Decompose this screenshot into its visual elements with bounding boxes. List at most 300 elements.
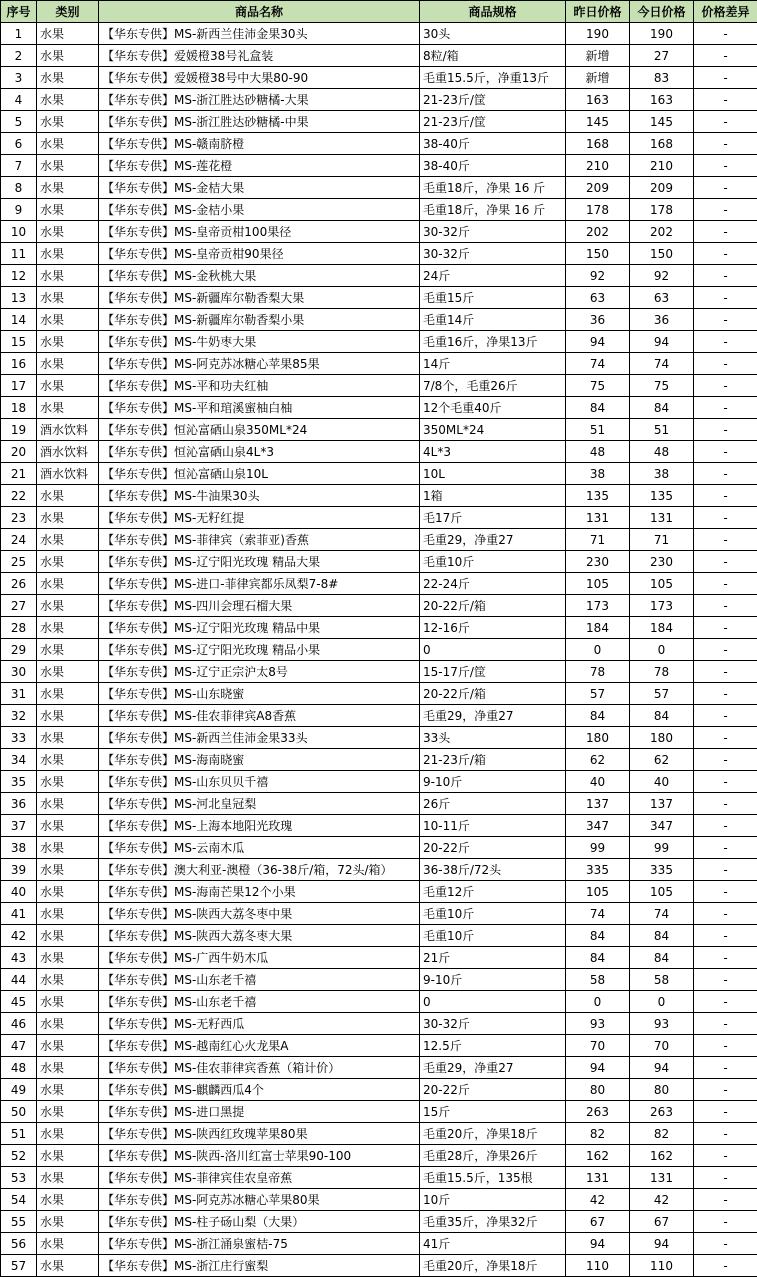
cell-spec: 10斤	[420, 1189, 566, 1211]
cell-yesterday-price: 74	[566, 903, 630, 925]
cell-index: 30	[1, 661, 37, 683]
table-row	[1, 551, 757, 573]
table-row	[1, 595, 757, 617]
cell-price-diff: -	[694, 243, 757, 265]
cell-index: 47	[1, 1035, 37, 1057]
cell-category: 水果	[37, 1233, 99, 1255]
cell-today-price: 105	[630, 573, 694, 595]
cell-price-diff: -	[694, 133, 757, 155]
cell-price-diff: -	[694, 573, 757, 595]
cell-index: 16	[1, 353, 37, 375]
cell-product-name: 【华东专供】MS-辽宁阳光玫瑰 精品小果	[99, 639, 420, 661]
cell-yesterday-price: 210	[566, 155, 630, 177]
cell-product-name: 【华东专供】MS-浙江胜达砂糖橘-大果	[99, 89, 420, 111]
cell-today-price: 38	[630, 463, 694, 485]
cell-today-price: 162	[630, 1145, 694, 1167]
cell-index: 8	[1, 177, 37, 199]
cell-product-name: 【华东专供】MS-辽宁阳光玫瑰 精品大果	[99, 551, 420, 573]
cell-category: 水果	[37, 287, 99, 309]
cell-index: 51	[1, 1123, 37, 1145]
table-row	[1, 859, 757, 881]
cell-price-diff: -	[694, 397, 757, 419]
cell-yesterday-price: 94	[566, 331, 630, 353]
cell-today-price: 210	[630, 155, 694, 177]
cell-spec: 21斤	[420, 947, 566, 969]
cell-yesterday-price: 78	[566, 661, 630, 683]
cell-yesterday-price: 178	[566, 199, 630, 221]
cell-product-name: 【华东专供】MS-辽宁阳光玫瑰 精品中果	[99, 617, 420, 639]
cell-category: 水果	[37, 661, 99, 683]
cell-price-diff: -	[694, 991, 757, 1013]
cell-price-diff: -	[694, 1101, 757, 1123]
cell-category: 水果	[37, 375, 99, 397]
table-row	[1, 265, 757, 287]
cell-product-name: 【华东专供】MS-山东晓蜜	[99, 683, 420, 705]
cell-yesterday-price: 新增	[566, 67, 630, 89]
cell-today-price: 74	[630, 353, 694, 375]
cell-price-diff: -	[694, 507, 757, 529]
cell-category: 水果	[37, 573, 99, 595]
cell-index: 21	[1, 463, 37, 485]
cell-today-price: 263	[630, 1101, 694, 1123]
table-row	[1, 221, 757, 243]
cell-today-price: 131	[630, 1167, 694, 1189]
cell-spec: 15-17斤/筐	[420, 661, 566, 683]
cell-spec: 毛重15.5斤，135根	[420, 1167, 566, 1189]
cell-price-diff: -	[694, 705, 757, 727]
cell-spec: 33头	[420, 727, 566, 749]
cell-category: 水果	[37, 1145, 99, 1167]
cell-product-name: 【华东专供】MS-牛油果30头	[99, 485, 420, 507]
cell-spec: 毛重20斤，净果18斤	[420, 1255, 566, 1277]
cell-spec: 毛重10斤	[420, 903, 566, 925]
cell-spec: 毛重28斤，净果26斤	[420, 1145, 566, 1167]
cell-today-price: 230	[630, 551, 694, 573]
cell-yesterday-price: 110	[566, 1255, 630, 1277]
cell-today-price: 84	[630, 947, 694, 969]
cell-category: 水果	[37, 1013, 99, 1035]
cell-yesterday-price: 84	[566, 947, 630, 969]
table-row	[1, 353, 757, 375]
cell-price-diff: -	[694, 353, 757, 375]
cell-spec: 21-23斤/箱	[420, 749, 566, 771]
cell-price-diff: -	[694, 419, 757, 441]
table-row	[1, 683, 757, 705]
cell-price-diff: -	[694, 265, 757, 287]
cell-spec: 毛重29，净重27	[420, 529, 566, 551]
cell-price-diff: -	[694, 1233, 757, 1255]
cell-yesterday-price: 168	[566, 133, 630, 155]
cell-price-diff: -	[694, 1145, 757, 1167]
table-row	[1, 67, 757, 89]
cell-yesterday-price: 57	[566, 683, 630, 705]
cell-spec: 24斤	[420, 265, 566, 287]
cell-price-diff: -	[694, 1255, 757, 1277]
cell-today-price: 78	[630, 661, 694, 683]
cell-product-name: 【华东专供】MS-四川会理石榴大果	[99, 595, 420, 617]
table-row	[1, 441, 757, 463]
cell-spec: 30-32斤	[420, 221, 566, 243]
cell-today-price: 67	[630, 1211, 694, 1233]
cell-category: 水果	[37, 947, 99, 969]
table-row	[1, 815, 757, 837]
cell-spec: 20-22斤/箱	[420, 683, 566, 705]
cell-index: 29	[1, 639, 37, 661]
cell-category: 水果	[37, 353, 99, 375]
cell-spec: 12个毛重40斤	[420, 397, 566, 419]
cell-today-price: 0	[630, 639, 694, 661]
cell-spec: 毛重18斤，净果 16 斤	[420, 199, 566, 221]
cell-today-price: 178	[630, 199, 694, 221]
cell-product-name: 【华东专供】MS-浙江涌泉蜜桔-75	[99, 1233, 420, 1255]
cell-today-price: 137	[630, 793, 694, 815]
cell-category: 水果	[37, 199, 99, 221]
table-row	[1, 837, 757, 859]
table-row	[1, 749, 757, 771]
cell-index: 4	[1, 89, 37, 111]
cell-price-diff: -	[694, 463, 757, 485]
cell-index: 33	[1, 727, 37, 749]
cell-yesterday-price: 209	[566, 177, 630, 199]
cell-spec: 30头	[420, 23, 566, 45]
cell-today-price: 70	[630, 1035, 694, 1057]
cell-yesterday-price: 84	[566, 397, 630, 419]
cell-category: 水果	[37, 771, 99, 793]
table-row	[1, 1233, 757, 1255]
cell-category: 水果	[37, 991, 99, 1013]
cell-today-price: 51	[630, 419, 694, 441]
cell-product-name: 【华东专供】MS-皇帝贡柑90果径	[99, 243, 420, 265]
cell-price-diff: -	[694, 441, 757, 463]
cell-today-price: 93	[630, 1013, 694, 1035]
cell-category: 水果	[37, 815, 99, 837]
cell-product-name: 【华东专供】MS-陕西红玫瑰苹果80果	[99, 1123, 420, 1145]
cell-category: 水果	[37, 617, 99, 639]
cell-product-name: 【华东专供】MS-越南红心火龙果A	[99, 1035, 420, 1057]
cell-price-diff: -	[694, 1013, 757, 1035]
cell-yesterday-price: 51	[566, 419, 630, 441]
cell-spec: 14斤	[420, 353, 566, 375]
cell-price-diff: -	[694, 793, 757, 815]
cell-product-name: 【华东专供】MS-柱子砀山梨（大果）	[99, 1211, 420, 1233]
cell-category: 水果	[37, 1079, 99, 1101]
cell-index: 11	[1, 243, 37, 265]
cell-spec: 21-23斤/筐	[420, 89, 566, 111]
cell-category: 酒水饮料	[37, 463, 99, 485]
cell-index: 34	[1, 749, 37, 771]
cell-index: 18	[1, 397, 37, 419]
cell-product-name: 【华东专供】恒沁富硒山泉10L	[99, 463, 420, 485]
cell-category: 水果	[37, 111, 99, 133]
cell-category: 水果	[37, 1057, 99, 1079]
cell-spec: 10L	[420, 463, 566, 485]
cell-product-name: 【华东专供】MS-赣南脐橙	[99, 133, 420, 155]
cell-today-price: 94	[630, 1057, 694, 1079]
cell-category: 水果	[37, 969, 99, 991]
col-header-price-diff: 价格差异	[694, 1, 757, 23]
table-row	[1, 419, 757, 441]
table-row	[1, 991, 757, 1013]
cell-price-diff: -	[694, 67, 757, 89]
cell-yesterday-price: 70	[566, 1035, 630, 1057]
table-row	[1, 45, 757, 67]
cell-price-diff: -	[694, 969, 757, 991]
cell-yesterday-price: 145	[566, 111, 630, 133]
cell-category: 水果	[37, 595, 99, 617]
table-row	[1, 1145, 757, 1167]
cell-index: 38	[1, 837, 37, 859]
table-body	[1, 23, 757, 1277]
table-row	[1, 1255, 757, 1277]
cell-price-diff: -	[694, 331, 757, 353]
cell-yesterday-price: 150	[566, 243, 630, 265]
cell-category: 水果	[37, 837, 99, 859]
cell-index: 17	[1, 375, 37, 397]
cell-today-price: 202	[630, 221, 694, 243]
cell-today-price: 83	[630, 67, 694, 89]
table-row	[1, 177, 757, 199]
cell-category: 水果	[37, 133, 99, 155]
cell-today-price: 71	[630, 529, 694, 551]
table-row	[1, 507, 757, 529]
cell-category: 水果	[37, 925, 99, 947]
cell-category: 水果	[37, 45, 99, 67]
cell-product-name: 【华东专供】MS-无籽西瓜	[99, 1013, 420, 1035]
cell-category: 水果	[37, 177, 99, 199]
cell-product-name: 【华东专供】MS-麒麟西瓜4个	[99, 1079, 420, 1101]
cell-price-diff: -	[694, 45, 757, 67]
cell-index: 52	[1, 1145, 37, 1167]
cell-price-diff: -	[694, 23, 757, 45]
cell-index: 24	[1, 529, 37, 551]
table-row	[1, 1167, 757, 1189]
cell-today-price: 62	[630, 749, 694, 771]
cell-today-price: 184	[630, 617, 694, 639]
cell-product-name: 【华东专供】MS-新西兰佳沛金果30头	[99, 23, 420, 45]
cell-spec: 7/8个，毛重26斤	[420, 375, 566, 397]
cell-category: 水果	[37, 1211, 99, 1233]
cell-index: 42	[1, 925, 37, 947]
cell-today-price: 163	[630, 89, 694, 111]
cell-spec: 4L*3	[420, 441, 566, 463]
cell-spec: 350ML*24	[420, 419, 566, 441]
cell-index: 1	[1, 23, 37, 45]
cell-product-name: 【华东专供】MS-浙江胜达砂糖橘-中果	[99, 111, 420, 133]
cell-yesterday-price: 137	[566, 793, 630, 815]
cell-category: 水果	[37, 331, 99, 353]
cell-product-name: 【华东专供】MS-金秋桃大果	[99, 265, 420, 287]
cell-index: 19	[1, 419, 37, 441]
cell-spec: 毛重18斤，净果 16 斤	[420, 177, 566, 199]
table-row	[1, 243, 757, 265]
table-row	[1, 617, 757, 639]
cell-price-diff: -	[694, 1189, 757, 1211]
cell-spec: 22-24斤	[420, 573, 566, 595]
cell-today-price: 105	[630, 881, 694, 903]
table-row	[1, 1057, 757, 1079]
table-row	[1, 793, 757, 815]
cell-today-price: 145	[630, 111, 694, 133]
cell-index: 15	[1, 331, 37, 353]
cell-product-name: 【华东专供】MS-广西牛奶木瓜	[99, 947, 420, 969]
table-row	[1, 309, 757, 331]
cell-yesterday-price: 94	[566, 1057, 630, 1079]
cell-product-name: 【华东专供】MS-新疆库尔勒香梨小果	[99, 309, 420, 331]
cell-category: 水果	[37, 1255, 99, 1277]
cell-yesterday-price: 新增	[566, 45, 630, 67]
cell-yesterday-price: 131	[566, 1167, 630, 1189]
col-header-index: 序号	[1, 1, 37, 23]
cell-today-price: 58	[630, 969, 694, 991]
cell-index: 27	[1, 595, 37, 617]
table-row	[1, 881, 757, 903]
cell-price-diff: -	[694, 1123, 757, 1145]
table-row	[1, 89, 757, 111]
cell-category: 水果	[37, 793, 99, 815]
cell-spec: 20-22斤/箱	[420, 595, 566, 617]
table-row	[1, 155, 757, 177]
cell-yesterday-price: 84	[566, 925, 630, 947]
cell-product-name: 【华东专供】MS-新西兰佳沛金果33头	[99, 727, 420, 749]
cell-yesterday-price: 135	[566, 485, 630, 507]
cell-price-diff: -	[694, 925, 757, 947]
table-row	[1, 573, 757, 595]
cell-yesterday-price: 0	[566, 639, 630, 661]
cell-spec: 20-22斤	[420, 1079, 566, 1101]
cell-index: 22	[1, 485, 37, 507]
cell-product-name: 【华东专供】MS-佳农菲律宾A8香蕉	[99, 705, 420, 727]
cell-index: 50	[1, 1101, 37, 1123]
cell-price-diff: -	[694, 221, 757, 243]
cell-price-diff: -	[694, 375, 757, 397]
cell-today-price: 82	[630, 1123, 694, 1145]
cell-yesterday-price: 263	[566, 1101, 630, 1123]
cell-today-price: 0	[630, 991, 694, 1013]
cell-category: 酒水饮料	[37, 441, 99, 463]
cell-product-name: 【华东专供】MS-山东贝贝千禧	[99, 771, 420, 793]
cell-price-diff: -	[694, 199, 757, 221]
table-row	[1, 661, 757, 683]
cell-spec: 41斤	[420, 1233, 566, 1255]
cell-category: 水果	[37, 859, 99, 881]
cell-spec: 0	[420, 991, 566, 1013]
cell-yesterday-price: 63	[566, 287, 630, 309]
cell-yesterday-price: 58	[566, 969, 630, 991]
cell-product-name: 【华东专供】MS-金桔大果	[99, 177, 420, 199]
col-header-category: 类别	[37, 1, 99, 23]
cell-spec: 38-40斤	[420, 155, 566, 177]
cell-product-name: 【华东专供】MS-阿克苏冰糖心苹果85果	[99, 353, 420, 375]
table-row	[1, 111, 757, 133]
cell-product-name: 【华东专供】MS-进口黑提	[99, 1101, 420, 1123]
cell-today-price: 42	[630, 1189, 694, 1211]
cell-spec: 30-32斤	[420, 1013, 566, 1035]
cell-category: 水果	[37, 243, 99, 265]
table-row	[1, 639, 757, 661]
cell-category: 水果	[37, 309, 99, 331]
cell-price-diff: -	[694, 661, 757, 683]
cell-category: 水果	[37, 1123, 99, 1145]
cell-price-diff: -	[694, 1211, 757, 1233]
table-row	[1, 771, 757, 793]
cell-index: 32	[1, 705, 37, 727]
cell-spec: 36-38斤/72头	[420, 859, 566, 881]
cell-today-price: 84	[630, 397, 694, 419]
table-row	[1, 969, 757, 991]
cell-category: 水果	[37, 529, 99, 551]
cell-spec: 1箱	[420, 485, 566, 507]
cell-product-name: 【华东专供】MS-牛奶枣大果	[99, 331, 420, 353]
cell-price-diff: -	[694, 89, 757, 111]
table-row	[1, 463, 757, 485]
cell-today-price: 110	[630, 1255, 694, 1277]
cell-spec: 9-10斤	[420, 969, 566, 991]
cell-yesterday-price: 180	[566, 727, 630, 749]
table-row	[1, 947, 757, 969]
cell-today-price: 84	[630, 925, 694, 947]
cell-product-name: 【华东专供】MS-平和琯溪蜜柚白柚	[99, 397, 420, 419]
cell-category: 水果	[37, 507, 99, 529]
cell-yesterday-price: 36	[566, 309, 630, 331]
table-row	[1, 485, 757, 507]
cell-index: 28	[1, 617, 37, 639]
cell-yesterday-price: 74	[566, 353, 630, 375]
cell-index: 7	[1, 155, 37, 177]
cell-yesterday-price: 80	[566, 1079, 630, 1101]
cell-spec: 毛重14斤	[420, 309, 566, 331]
cell-category: 水果	[37, 67, 99, 89]
cell-today-price: 173	[630, 595, 694, 617]
cell-category: 水果	[37, 155, 99, 177]
cell-index: 25	[1, 551, 37, 573]
cell-product-name: 【华东专供】MS-进口-菲律宾都乐凤梨7-8#	[99, 573, 420, 595]
cell-price-diff: -	[694, 749, 757, 771]
table-row	[1, 1189, 757, 1211]
cell-index: 12	[1, 265, 37, 287]
cell-today-price: 135	[630, 485, 694, 507]
cell-product-name: 【华东专供】MS-平和功夫红柚	[99, 375, 420, 397]
cell-index: 57	[1, 1255, 37, 1277]
table-row	[1, 925, 757, 947]
table-row	[1, 287, 757, 309]
cell-category: 水果	[37, 1189, 99, 1211]
cell-today-price: 92	[630, 265, 694, 287]
cell-spec: 0	[420, 639, 566, 661]
cell-today-price: 335	[630, 859, 694, 881]
cell-category: 水果	[37, 1035, 99, 1057]
cell-spec: 毛重35斤，净果32斤	[420, 1211, 566, 1233]
col-header-today-price: 今日价格	[630, 1, 694, 23]
cell-today-price: 180	[630, 727, 694, 749]
table-row	[1, 199, 757, 221]
cell-today-price: 74	[630, 903, 694, 925]
cell-spec: 毛重29，净重27	[420, 1057, 566, 1079]
cell-price-diff: -	[694, 551, 757, 573]
cell-yesterday-price: 40	[566, 771, 630, 793]
cell-yesterday-price: 162	[566, 1145, 630, 1167]
cell-index: 46	[1, 1013, 37, 1035]
cell-yesterday-price: 84	[566, 705, 630, 727]
cell-price-diff: -	[694, 727, 757, 749]
cell-index: 23	[1, 507, 37, 529]
cell-product-name: 【华东专供】MS-河北皇冠梨	[99, 793, 420, 815]
cell-index: 41	[1, 903, 37, 925]
cell-spec: 20-22斤	[420, 837, 566, 859]
cell-yesterday-price: 92	[566, 265, 630, 287]
table-row	[1, 1035, 757, 1057]
cell-index: 40	[1, 881, 37, 903]
cell-product-name: 【华东专供】MS-莲花橙	[99, 155, 420, 177]
